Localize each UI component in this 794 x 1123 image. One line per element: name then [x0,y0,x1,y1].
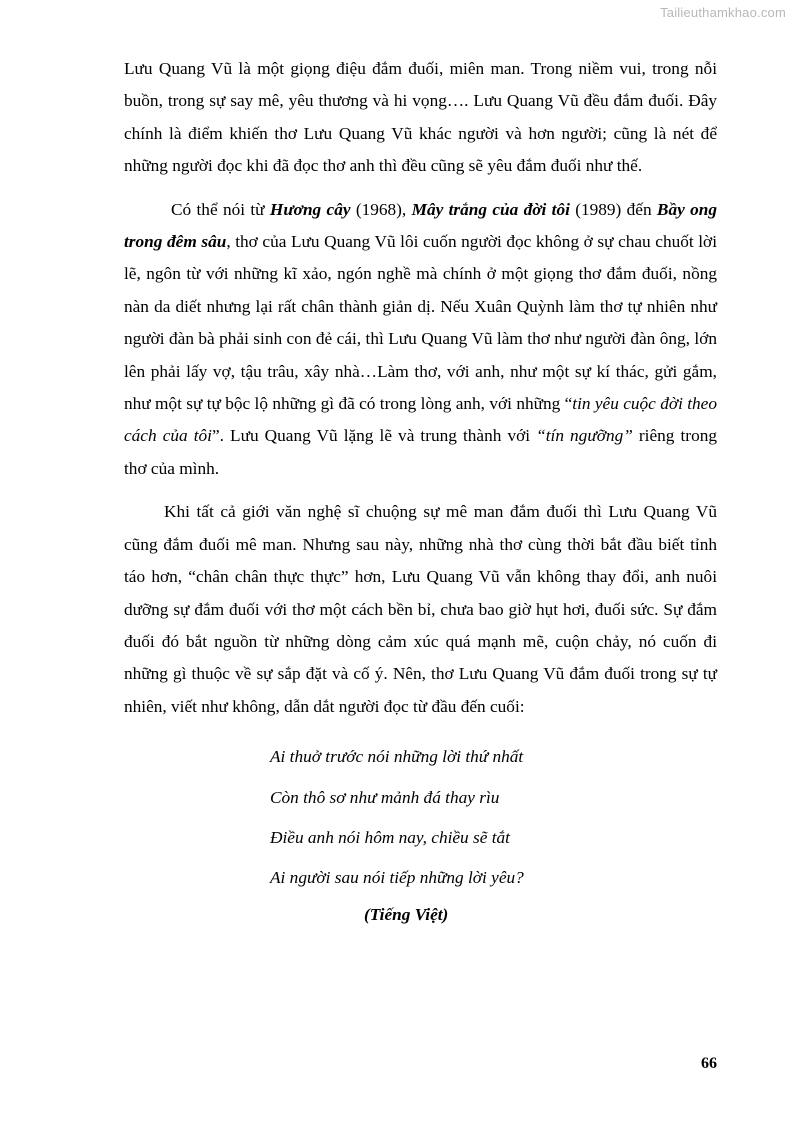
poem-line: Ai người sau nói tiếp những lời yêu? [270,868,524,888]
poem-line: Ai thuở trước nói những lời thứ nhất [270,747,524,767]
paragraph-intro: Lưu Quang Vũ là một giọng điệu đắm đuối, miên man. Trong niềm vui, trong nỗi buồn, trong sự say mê, yêu thương và hi vọng…. Lưu Quang Vũ đều đắm đuối. Đây chính là điểm khiến thơ Lưu Quang Vũ khác người và hơn người; cũng là nét để những người đọc khi đã đọc thơ anh thì đều cũng sẽ yêu đắm đuối như thế. [124,59,717,176]
text-segment: ”. Lưu Quang Vũ lặng lẽ và trung thành với [211,426,537,446]
poem-line: Còn thô sơ như mảnh đá thay rìu [270,787,500,807]
watermark: Tailieuthamkhao.com [660,5,786,20]
work-title-huong-cay: Hương cây [269,199,351,219]
paragraph-works [124,194,717,486]
text-segment: , thơ của Lưu Quang Vũ lôi cuốn người đọc không ở sự chau chuốt lời lẽ, ngôn từ với những kĩ xảo, ngón nghề mà chính ở một giọng thơ đắm đuối, nồng nàn da diết nhưng lại rất chân thành giản dị. Nếu Xuân Quỳnh làm thơ tự nhiên như người đàn bà phải sinh con đẻ cái, thì Lưu Quang Vũ làm thơ như người đàn ông, lớn lên phải lấy vợ, tậu trâu, xây nhà…Làm thơ, với anh, như một sự kí thác, gửi gắm, như một sự tự bộc lộ những gì đã có trong lòng anh, với những “ [124,232,717,414]
text-segment: (1989) đến [569,199,657,219]
work-title-bay-ong: Bầy ong trong đêm sâu [124,199,717,252]
quote-tin-nguong: “tín ngưỡng” [536,426,633,446]
text-segment: Có thể nói từ [171,199,270,219]
poem-line: Điều anh nói hôm nay, chiều sẽ tắt [270,827,510,847]
poem-excerpt [270,737,717,899]
text-segment: (1968), [350,199,412,219]
text-segment: riêng trong thơ của mình. [124,426,717,478]
poem-source: (Tiếng Việt) [364,904,449,924]
quote-tin-yeu: tin yêu cuộc đời theo cách của tôi [124,394,717,446]
document-body [124,53,717,927]
paragraph-devotion: Khi tất cả giới văn nghệ sĩ chuộng sự mê man đắm đuối thì Lưu Quang Vũ cũng đắm đuối mê man. Nhưng sau này, những nhà thơ cùng thời bắt đầu biết tỉnh táo hơn, “chân chân thực thực” hơn, Lưu Quang Vũ vẫn không thay đổi, anh nuôi dưỡng sự đắm đuối với thơ một cách bền bỉ, chưa bao giờ hụt hơi, đuối sức. Sự đắm đuối đó bắt nguồn từ những dòng cảm xúc quá mạnh mẽ, cuộn chảy, nó cuốn đi những gì thuộc về sự sắp đặt và cố ý. Nên, thơ Lưu Quang Vũ đắm đuối trong sự tự nhiên, viết như không, dẫn dắt người đọc từ đầu đến cuối: [124,502,717,716]
work-title-may-trang: Mây trắng của đời tôi [411,199,570,219]
page-number: 66 [701,1055,717,1072]
